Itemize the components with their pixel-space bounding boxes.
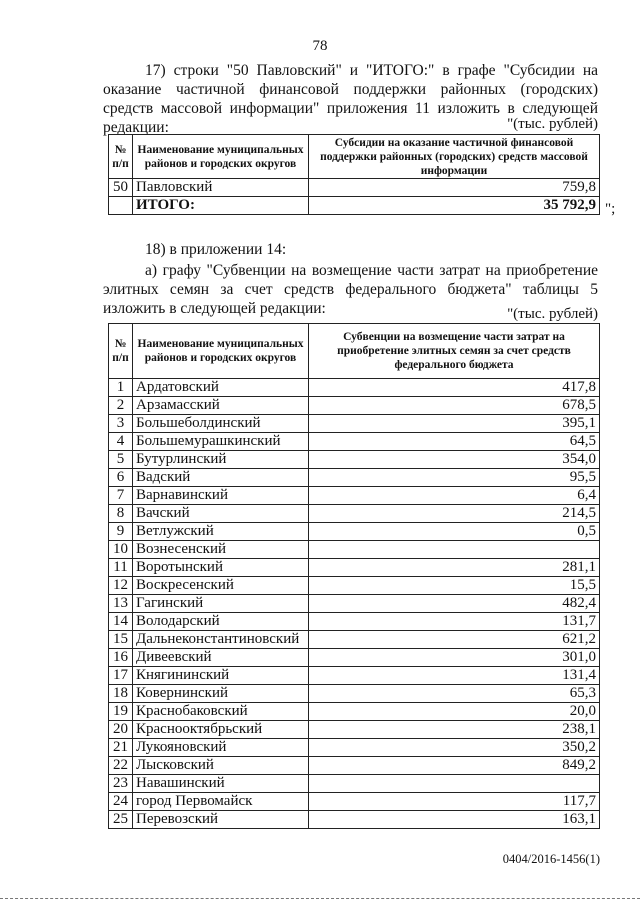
row-num: 11	[109, 559, 133, 577]
row-value: 849,2	[309, 757, 600, 775]
row-value	[309, 541, 600, 559]
row-value: 482,4	[309, 595, 600, 613]
row-num: 19	[109, 703, 133, 721]
row-name: Вознесенский	[133, 541, 309, 559]
row-name: Володарский	[133, 613, 309, 631]
table-row	[109, 739, 600, 757]
page-number: 78	[312, 38, 328, 54]
row-name: Воскресенский	[133, 577, 309, 595]
header-value: Субвенции на возмещение части затрат на приобретение элитных семян за счет средств федерального бюджета	[309, 324, 600, 379]
row-value: 417,8	[309, 379, 600, 397]
row-num: 2	[109, 397, 133, 415]
row-value: 6,4	[309, 487, 600, 505]
row-value: 621,2	[309, 631, 600, 649]
row-name: Дивеевский	[133, 649, 309, 667]
row-num: 5	[109, 451, 133, 469]
table-row	[109, 667, 600, 685]
table-row	[109, 487, 600, 505]
table-row	[109, 379, 600, 397]
table-row	[109, 631, 600, 649]
table-row	[109, 559, 600, 577]
row-name: Краснобаковский	[133, 703, 309, 721]
row-name: Перевозский	[133, 811, 309, 829]
row-name: Вачский	[133, 505, 309, 523]
section-17-text: 17) строки "50 Павловский" и "ИТОГО:" в графе "Субсидии на оказание частичной финансовой поддержки районных (городских) средств массовой информации" приложения 11 изложить в следующей редакции:	[103, 62, 598, 136]
row-name: Вадский	[133, 469, 309, 487]
table-row	[109, 397, 600, 415]
table-row	[109, 541, 600, 559]
row-name: Бутурлинский	[133, 451, 309, 469]
table-row	[109, 649, 600, 667]
row-value	[309, 775, 600, 793]
row-num: 6	[109, 469, 133, 487]
row-name: Княгининский	[133, 667, 309, 685]
table-row	[109, 451, 600, 469]
row-value: 15,5	[309, 577, 600, 595]
table-row	[109, 793, 600, 811]
row-name: Варнавинский	[133, 487, 309, 505]
row-num: 14	[109, 613, 133, 631]
row-num: 17	[109, 667, 133, 685]
table-row	[109, 721, 600, 739]
row-num: 24	[109, 793, 133, 811]
row-num: 13	[109, 595, 133, 613]
row-name: Ардатовский	[133, 379, 309, 397]
row-name: Воротынский	[133, 559, 309, 577]
row-num: 10	[109, 541, 133, 559]
row-value: 64,5	[309, 433, 600, 451]
row-num: 21	[109, 739, 133, 757]
table-pavlovsky	[108, 134, 600, 215]
header-value: Субсидии на оказание частичной финансовой поддержки районных (городских) средств массовой информации	[309, 135, 600, 179]
row-value: 350,2	[309, 739, 600, 757]
row-name: Ветлужский	[133, 523, 309, 541]
row-value: 395,1	[309, 415, 600, 433]
row-value: 214,5	[309, 505, 600, 523]
row-name: Лысковский	[133, 757, 309, 775]
row-value: 131,4	[309, 667, 600, 685]
table-row	[109, 613, 600, 631]
row-num: 15	[109, 631, 133, 649]
row-num: 8	[109, 505, 133, 523]
row-value: 131,7	[309, 613, 600, 631]
row-value: 354,0	[309, 451, 600, 469]
row-num: 12	[109, 577, 133, 595]
row-value: 163,1	[309, 811, 600, 829]
row-name: Краснооктябрьский	[133, 721, 309, 739]
table-row	[109, 703, 600, 721]
header-num: № п/п	[109, 324, 133, 379]
total-value: 35 792,9	[309, 197, 600, 215]
row-value: 281,1	[309, 559, 600, 577]
document-code: 0404/2016-1456(1)	[502, 852, 600, 866]
table-row	[109, 595, 600, 613]
row-name: Лукояновский	[133, 739, 309, 757]
row-num: 7	[109, 487, 133, 505]
row-name: город Первомайск	[133, 793, 309, 811]
section-18-line2: а) графу "Субвенции на возмещение части затрат на приобретение элитных семян за счет средств федерального бюджета" таблицы 5 изложить в следующей редакции:	[103, 262, 598, 317]
row-num: 1	[109, 379, 133, 397]
page-bottom-line	[0, 898, 640, 899]
section-18-unit: "(тыс. рублей)	[507, 306, 598, 322]
row-value: 301,0	[309, 649, 600, 667]
table-row	[109, 811, 600, 829]
row-value: 678,5	[309, 397, 600, 415]
row-name: Большемурашкинский	[133, 433, 309, 451]
table-row	[109, 469, 600, 487]
row-name: Большеболдинский	[133, 415, 309, 433]
table-elite-seeds	[108, 323, 600, 829]
closing-quote: ";	[605, 201, 616, 217]
total-label: ИТОГО:	[133, 197, 309, 215]
row-value: 0,5	[309, 523, 600, 541]
row-num: 50	[109, 179, 133, 197]
row-num: 9	[109, 523, 133, 541]
table-row	[109, 433, 600, 451]
row-num: 16	[109, 649, 133, 667]
table-row	[109, 577, 600, 595]
row-num: 20	[109, 721, 133, 739]
table-row	[109, 685, 600, 703]
table-row	[109, 415, 600, 433]
row-value: 759,8	[309, 179, 600, 197]
section-18-line1: 18) в приложении 14:	[145, 241, 287, 258]
row-name: Дальнеконстантиновский	[133, 631, 309, 649]
total-row	[109, 197, 600, 215]
table-row	[109, 775, 600, 793]
row-value: 117,7	[309, 793, 600, 811]
row-num: 23	[109, 775, 133, 793]
row-num: 22	[109, 757, 133, 775]
row-value: 20,0	[309, 703, 600, 721]
section-17-unit: "(тыс. рублей)	[507, 116, 598, 132]
row-value: 238,1	[309, 721, 600, 739]
row-value: 95,5	[309, 469, 600, 487]
row-name: Павловский	[133, 179, 309, 197]
header-num: № п/п	[109, 135, 133, 179]
header-name: Наименование муниципальных районов и городских округов	[133, 135, 309, 179]
row-num: 3	[109, 415, 133, 433]
row-name: Навашинский	[133, 775, 309, 793]
table-row	[109, 179, 600, 197]
table-row	[109, 757, 600, 775]
row-value: 65,3	[309, 685, 600, 703]
row-name: Ковернинский	[133, 685, 309, 703]
table-row	[109, 505, 600, 523]
row-num: 18	[109, 685, 133, 703]
table-row	[109, 523, 600, 541]
row-num: 4	[109, 433, 133, 451]
row-name: Гагинский	[133, 595, 309, 613]
row-name: Арзамасский	[133, 397, 309, 415]
row-num: 25	[109, 811, 133, 829]
header-name: Наименование муниципальных районов и городских округов	[133, 324, 309, 379]
